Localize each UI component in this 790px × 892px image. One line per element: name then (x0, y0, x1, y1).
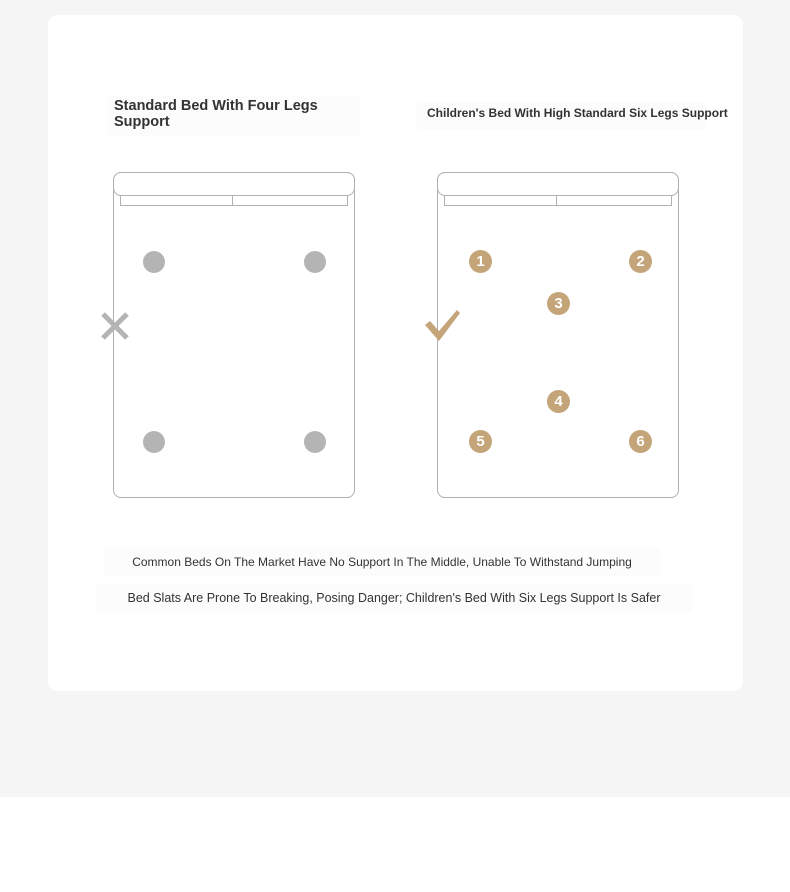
headboard (113, 172, 355, 196)
pillow-right (232, 196, 348, 206)
leg-number-1: 1 (469, 250, 492, 273)
leg-bottom-left (143, 431, 165, 453)
caption-line-2: Bed Slats Are Prone To Breaking, Posing Danger; Children's Bed With Six Legs Support Is Safer (96, 584, 692, 612)
standard-bed-title: Standard Bed With Four Legs Support (108, 96, 360, 136)
childrens-bed-diagram (437, 172, 679, 498)
pillow-left (444, 196, 557, 206)
childrens-bed-title: Children's Bed With High Standard Six Legs Support (416, 102, 706, 130)
leg-number-3: 3 (547, 292, 570, 315)
leg-top-right (304, 251, 326, 273)
leg-number-5: 5 (469, 430, 492, 453)
standard-bed-diagram (113, 172, 355, 498)
cross-icon (100, 311, 130, 341)
leg-number-2: 2 (629, 250, 652, 273)
leg-number-6: 6 (629, 430, 652, 453)
checkmark-icon (423, 308, 461, 342)
pillow-left (120, 196, 233, 206)
leg-top-left (143, 251, 165, 273)
pillow-right (556, 196, 672, 206)
leg-number-4: 4 (547, 390, 570, 413)
leg-bottom-right (304, 431, 326, 453)
caption-line-1: Common Beds On The Market Have No Support In The Middle, Unable To Withstand Jumping (104, 548, 660, 576)
headboard (437, 172, 679, 196)
